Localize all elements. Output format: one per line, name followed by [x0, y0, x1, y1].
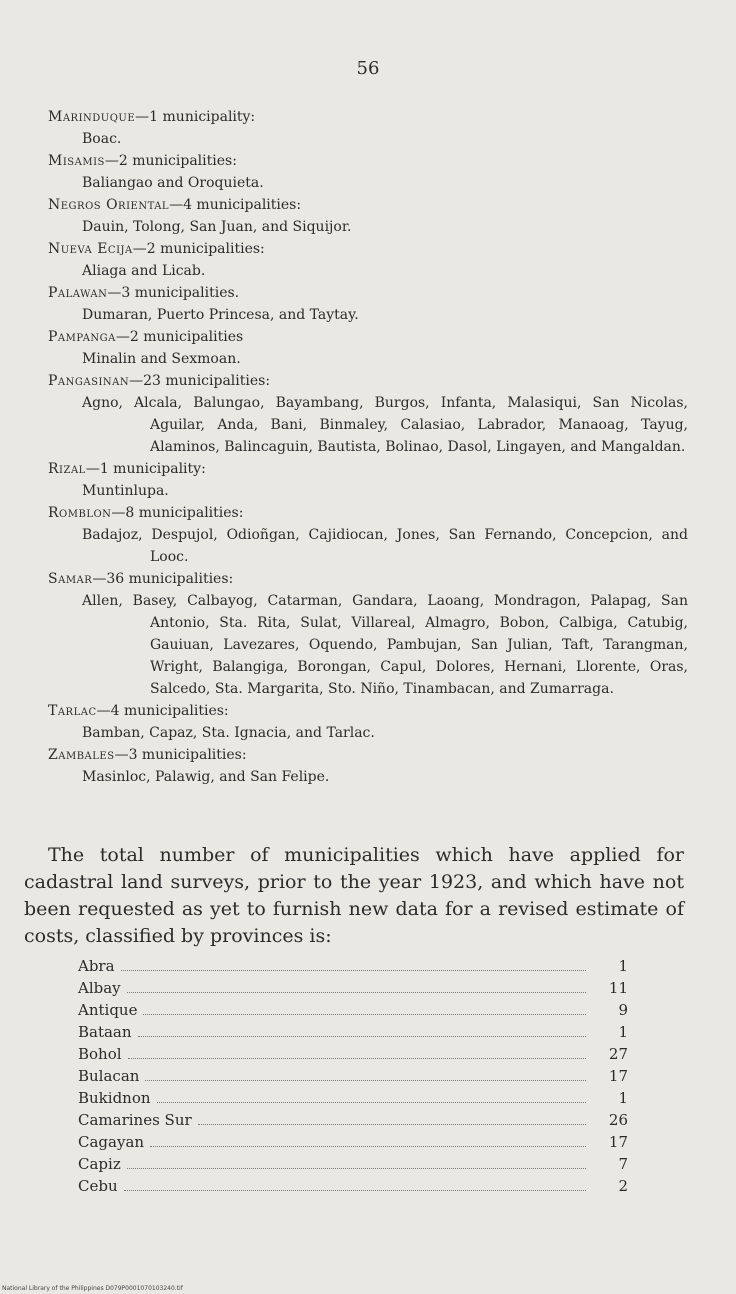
- table-row: [78, 957, 628, 979]
- province-cell: Bataan: [78, 1023, 132, 1041]
- municipality-count: —2 municipalities:: [132, 241, 265, 257]
- count-cell: 27: [608, 1045, 628, 1063]
- province-entry: [48, 238, 688, 282]
- municipality-count: —4 municipalities:: [169, 197, 302, 213]
- count-cell: 17: [608, 1133, 628, 1151]
- province-entry: [48, 700, 688, 744]
- municipality-names: Boac.: [82, 131, 122, 147]
- province-cell: Bulacan: [78, 1067, 140, 1085]
- municipality-names: Masinloc, Palawig, and San Felipe.: [82, 769, 330, 785]
- count-cell: 17: [608, 1067, 628, 1085]
- province-entry: [48, 458, 688, 502]
- table-row: [78, 1023, 628, 1045]
- municipality-names: Minalin and Sexmoan.: [82, 351, 241, 367]
- dot-leader: [150, 1146, 586, 1147]
- table-row: [78, 1067, 628, 1089]
- municipality-names: Agno, Alcala, Balungao, Bayambang, Burgos, Infanta, Malasiqui, San Nicolas, Aguilar, Anda, Bani, Binmaley, Calasiao, Labrador, Manaoag, Tayug, Alaminos, Balincaguin, Bautista, Bolinao, Dasol, Lingayen, and Mangaldan.: [82, 395, 688, 455]
- province-cell: Capiz: [78, 1155, 121, 1173]
- count-cell: 1: [618, 957, 628, 975]
- dot-leader: [138, 1036, 586, 1037]
- page-number: 56: [356, 58, 380, 79]
- province-name: Pangasinan: [48, 373, 130, 389]
- dot-leader: [121, 970, 586, 971]
- municipality-count: —2 municipalities: [115, 329, 244, 345]
- table-row: [78, 1111, 628, 1133]
- municipality-count: —23 municipalities:: [129, 373, 271, 389]
- municipality-count: —1 municipality:: [135, 109, 256, 125]
- municipality-count: —36 municipalities:: [92, 571, 234, 587]
- dot-leader: [145, 1080, 586, 1081]
- scan-footer: National Library of the Philippines D079P0001070103240.tif: [2, 1285, 183, 1292]
- table-row: [78, 1155, 628, 1177]
- province-cell: Abra: [78, 957, 115, 975]
- province-cell: Albay: [78, 979, 121, 997]
- province-name: Palawan: [48, 285, 108, 301]
- municipality-names: Baliangao and Oroquieta.: [82, 175, 264, 191]
- province-name: Negros Oriental: [48, 197, 170, 213]
- province-entry: [48, 282, 688, 326]
- table-row: [78, 979, 628, 1001]
- municipality-count: —2 municipalities:: [104, 153, 237, 169]
- province-entry: [48, 502, 688, 568]
- province-entry: [48, 150, 688, 194]
- dot-leader: [198, 1124, 586, 1125]
- province-municipality-list: [48, 106, 688, 788]
- count-cell: 26: [608, 1111, 628, 1129]
- municipality-names: Dauin, Tolong, San Juan, and Siquijor.: [82, 219, 352, 235]
- municipality-count: —4 municipalities:: [96, 703, 229, 719]
- province-name: Romblon: [48, 505, 112, 521]
- municipality-count: —3 municipalities.: [107, 285, 240, 301]
- intro-paragraph: The total number of municipalities which have applied for cadastral land surveys, prior to the year 1923, and which have not been requested as yet to furnish new data for a revised estimate of costs, classified by provinces is:: [24, 844, 684, 947]
- province-name: Samar: [48, 571, 93, 587]
- province-name: Nueva Ecija: [48, 241, 133, 257]
- municipality-count-table: [78, 957, 628, 1199]
- province-name: Pampanga: [48, 329, 116, 345]
- table-row: [78, 1177, 628, 1199]
- count-cell: 1: [618, 1023, 628, 1041]
- municipality-names: Aliaga and Licab.: [82, 263, 206, 279]
- province-name: Marinduque: [48, 109, 136, 125]
- municipality-count: —1 municipality:: [85, 461, 206, 477]
- table-row: [78, 1045, 628, 1067]
- dot-leader: [143, 1014, 586, 1015]
- province-entry: [48, 194, 688, 238]
- dot-leader: [127, 992, 586, 993]
- province-name: Misamis: [48, 153, 105, 169]
- municipality-names: Allen, Basey, Calbayog, Catarman, Gandara, Laoang, Mondragon, Palapag, San Antonio, Sta. Rita, Sulat, Villareal, Almagro, Bobon, Calbiga, Catubig, Gauiuan, Lavezares, Oquendo, Pambujan, San Julian, Taft, Tarangman, Wright, Balangiga, Borongan, Capul, Dolores, Hernani, Llorente, Oras, Salcedo, Sta. Margarita, Sto. Niño, Tinambacan, and Zumarraga.: [82, 593, 688, 697]
- municipality-count: —3 municipalities:: [114, 747, 247, 763]
- dot-leader: [127, 1168, 586, 1169]
- province-cell: Cagayan: [78, 1133, 145, 1151]
- municipality-names: Bamban, Capaz, Sta. Ignacia, and Tarlac.: [82, 725, 375, 741]
- province-cell: Bohol: [78, 1045, 122, 1063]
- count-cell: 11: [608, 979, 628, 997]
- province-cell: Camarines Sur: [78, 1111, 192, 1129]
- count-cell: 2: [618, 1177, 628, 1195]
- dot-leader: [124, 1190, 586, 1191]
- municipality-names: Badajoz, Despujol, Odioñgan, Cajidiocan, Jones, San Fernando, Concepcion, and Looc.: [82, 527, 688, 565]
- province-entry: [48, 106, 688, 150]
- municipality-names: Dumaran, Puerto Princesa, and Taytay.: [82, 307, 359, 323]
- province-entry: [48, 744, 688, 788]
- table-row: [78, 1001, 628, 1023]
- province-entry: [48, 568, 688, 700]
- province-cell: Bukidnon: [78, 1089, 151, 1107]
- table-row: [78, 1133, 628, 1155]
- province-cell: Cebu: [78, 1177, 118, 1195]
- municipality-names: Muntinlupa.: [82, 483, 169, 499]
- province-cell: Antique: [78, 1001, 138, 1019]
- dot-leader: [128, 1058, 586, 1059]
- province-name: Rizal: [48, 461, 86, 477]
- province-entry: [48, 370, 688, 458]
- municipality-count: —8 municipalities:: [111, 505, 244, 521]
- table-row: [78, 1089, 628, 1111]
- count-cell: 1: [618, 1089, 628, 1107]
- province-name: Tarlac: [48, 703, 97, 719]
- dot-leader: [157, 1102, 586, 1103]
- province-name: Zambales: [48, 747, 115, 763]
- count-cell: 7: [618, 1155, 628, 1173]
- province-entry: [48, 326, 688, 370]
- count-cell: 9: [618, 1001, 628, 1019]
